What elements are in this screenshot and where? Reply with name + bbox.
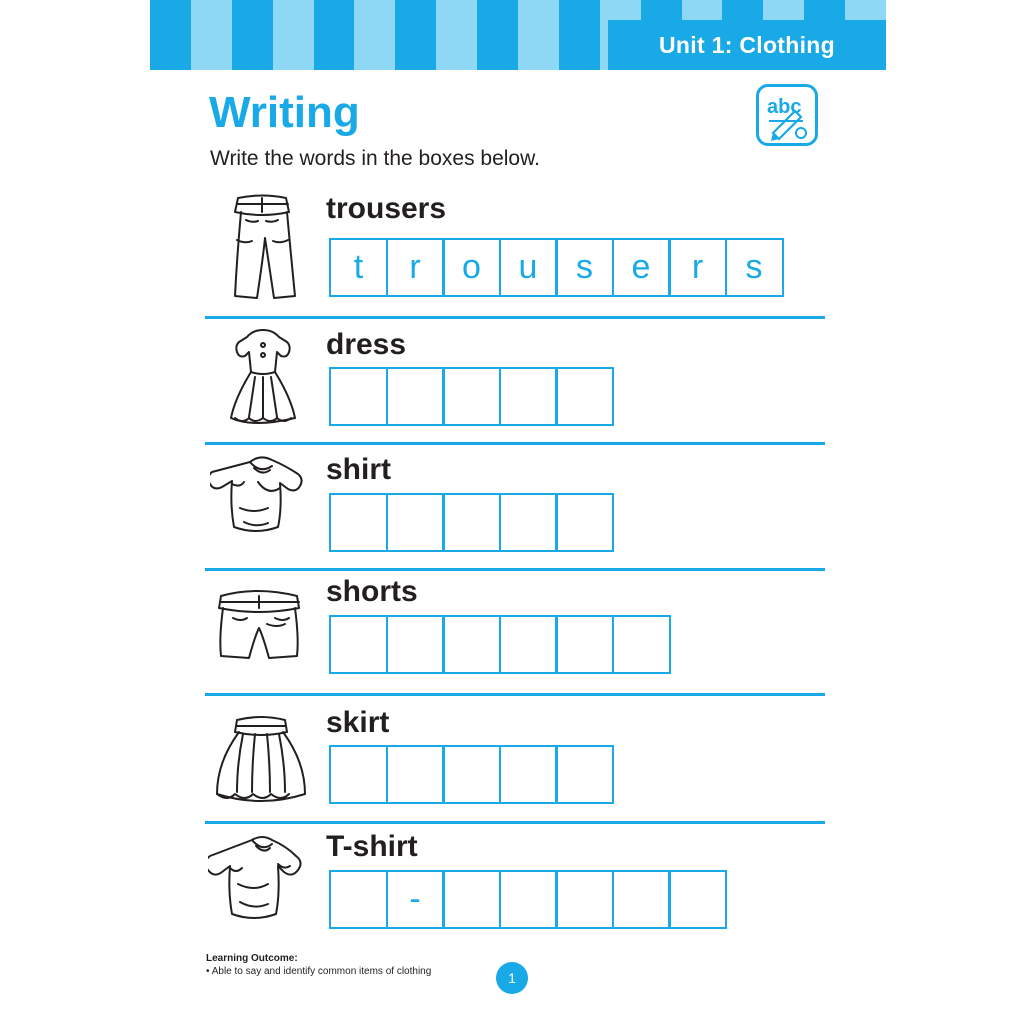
stripe-bar [191,0,232,70]
letter-box[interactable] [442,745,501,804]
letter-box[interactable] [329,367,388,426]
letter-box[interactable] [499,615,558,674]
row-divider [205,693,825,696]
stripe-bar [559,0,600,70]
dress-illustration [213,325,313,440]
letter-boxes[interactable] [329,615,671,674]
letter-box[interactable] [499,493,558,552]
instruction-text: Write the words in the boxes below. [210,147,540,170]
letter-box[interactable]: r [386,238,445,297]
letter-boxes[interactable] [329,493,614,552]
svg-text:abc: abc [767,96,802,118]
letter-box[interactable]: o [442,238,501,297]
page-title: Writing [209,88,360,137]
stripe-bar [314,0,355,70]
letter-box[interactable] [555,493,614,552]
letter-boxes[interactable] [329,238,784,297]
letter-box[interactable] [442,870,501,929]
skirt-illustration [205,706,315,816]
letter-box[interactable] [612,870,671,929]
letter-boxes[interactable] [329,745,614,804]
row-divider [205,316,825,319]
word-label: skirt [326,706,390,739]
row-divider [205,821,825,824]
stripe-bar [395,0,436,70]
word-label: shirt [326,453,392,486]
stripe-bar [436,0,477,70]
shorts-illustration [205,578,317,683]
learning-outcome-text: • Able to say and identify common items of clothing [206,966,432,977]
letter-box[interactable] [612,615,671,674]
letter-box[interactable] [499,870,558,929]
stripe-bar [273,0,314,70]
letter-box[interactable] [329,493,388,552]
letter-box[interactable] [499,745,558,804]
abc-badge-icon [756,84,818,146]
page-number: 1 [496,962,528,994]
letter-box[interactable] [329,615,388,674]
word-label: shorts [326,575,418,608]
letter-box[interactable] [555,367,614,426]
letter-box[interactable] [555,745,614,804]
letter-box[interactable] [668,870,727,929]
letter-box[interactable] [499,367,558,426]
letter-box[interactable]: - [386,870,445,929]
letter-box[interactable] [386,367,445,426]
word-label: T-shirt [326,830,418,863]
letter-box[interactable] [442,367,501,426]
letter-box[interactable]: e [612,238,671,297]
letter-box[interactable] [386,615,445,674]
stripe-bar [232,0,273,70]
letter-box[interactable]: t [329,238,388,297]
word-label: dress [326,328,407,361]
row-divider [205,568,825,571]
stripe-bar [477,0,518,70]
learning-outcome [206,952,431,978]
letter-box[interactable]: u [499,238,558,297]
letter-boxes[interactable] [329,870,727,929]
stripe-bar [354,0,395,70]
letter-box[interactable] [329,745,388,804]
letter-box[interactable] [386,493,445,552]
shirt-illustration [210,448,318,561]
letter-box[interactable]: s [555,238,614,297]
tshirt-illustration [208,828,320,945]
trousers-illustration [210,190,315,310]
row-divider [205,442,825,445]
letter-box[interactable] [555,615,614,674]
letter-box[interactable] [442,493,501,552]
letter-box[interactable] [555,870,614,929]
word-label: trousers [326,192,447,225]
stripe-bar [150,0,191,70]
letter-box[interactable] [386,745,445,804]
unit-tab [608,20,886,70]
letter-box[interactable]: s [725,238,784,297]
stripe-bar [518,0,559,70]
learning-outcome-title: Learning Outcome: [206,953,298,964]
letter-boxes[interactable] [329,367,614,426]
abc-pencil-icon [759,87,815,143]
letter-box[interactable] [442,615,501,674]
letter-box[interactable]: r [668,238,727,297]
letter-box[interactable] [329,870,388,929]
unit-label: Unit 1: Clothing [659,31,835,58]
